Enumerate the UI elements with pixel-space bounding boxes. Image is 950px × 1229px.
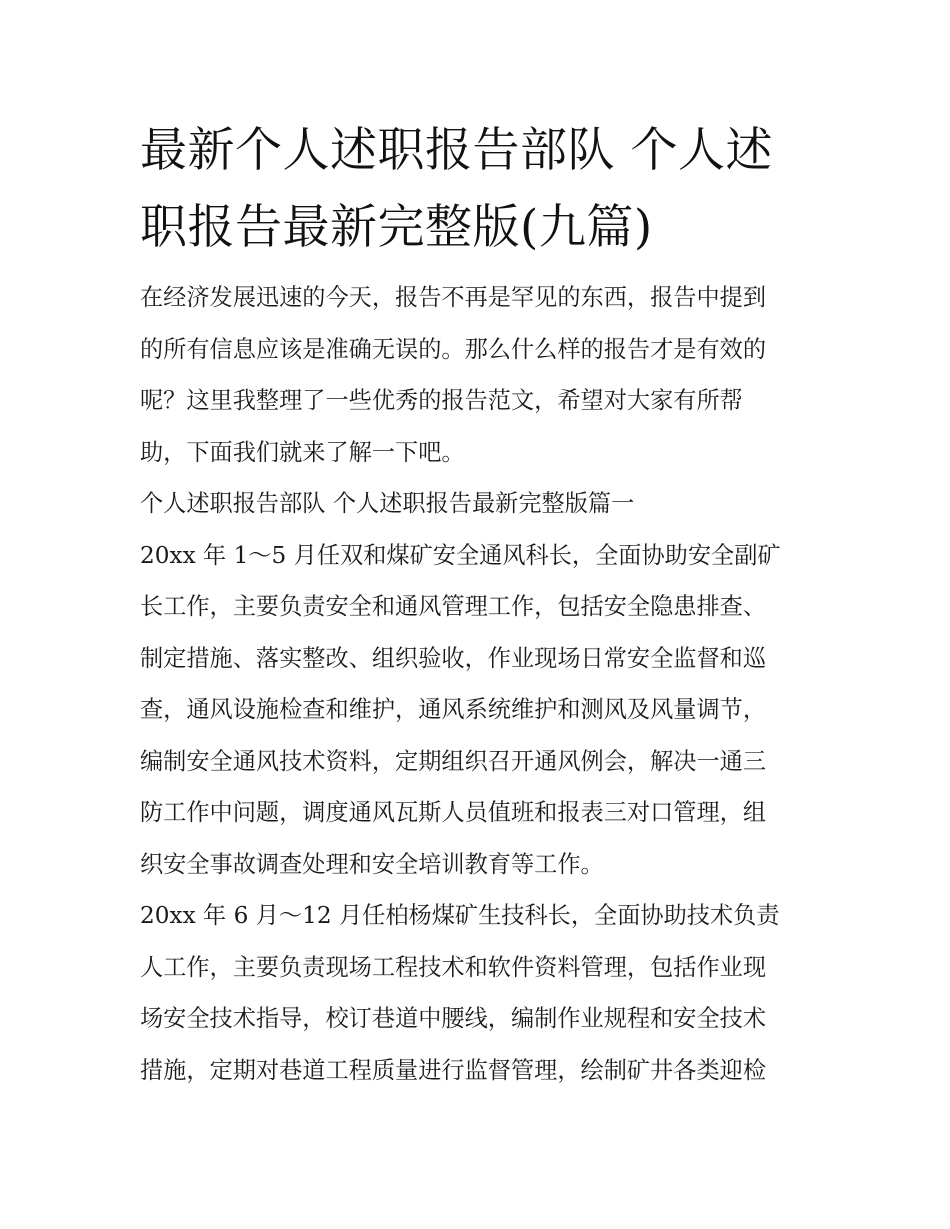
text-line: 制定措施、落实整改、组织验收，作业现场日常安全监督和巡 — [140, 644, 767, 672]
text-line: 防工作中问题，调度通风瓦斯人员值班和报表三对口管理，组 — [140, 799, 767, 826]
text-line: 20xx 年 1～5 月任双和煤矿安全通风科长，全面协助安全副矿 — [140, 541, 781, 569]
text-line: 呢？这里我整理了一些优秀的报告范文，希望对大家有所帮 — [140, 387, 743, 414]
text-line: 的所有信息应该是准确无误的。那么什么样的报告才是有效的 — [140, 335, 767, 363]
document-title — [140, 112, 812, 266]
text-line: 助，下面我们就来了解一下吧。 — [140, 438, 465, 466]
document-body — [140, 112, 812, 1096]
text-line: 人工作，主要负责现场工程技术和软件资料管理，包括作业现 — [140, 953, 767, 981]
text-line: 查，通风设施检查和维护，通风系统维护和测风及风量调节， — [140, 696, 767, 723]
text-line: 场安全技术指导，校订巷道中腰线，编制作业规程和安全技术 — [140, 1005, 767, 1032]
title-line: 职报告最新完整版(九篇) — [140, 200, 653, 255]
title-line: 最新个人述职报告部队 个人述 — [140, 123, 773, 178]
section-heading: 个人述职报告部队 个人述职报告最新完整版篇一 — [140, 490, 635, 517]
body-paragraph-1 — [140, 530, 812, 891]
text-line: 织安全事故调查处理和安全培训教育等工作。 — [140, 850, 604, 878]
text-line: 措施，定期对巷道工程质量进行监督管理，绘制矿井各类迎检 — [140, 1056, 767, 1084]
intro-paragraph — [140, 272, 812, 478]
text-line: 编制安全通风技术资料，定期组织召开通风例会，解决一通三 — [140, 747, 767, 775]
text-line: 长工作，主要负责安全和通风管理工作，包括安全隐患排查、 — [140, 593, 767, 620]
text-line: 20xx 年 6 月～12 月任柏杨煤矿生技科长，全面协助技术负责 — [140, 902, 780, 929]
text-line: 在经济发展迅速的今天，报告不再是罕见的东西，报告中提到 — [140, 284, 767, 311]
body-paragraph-2 — [140, 890, 812, 1096]
